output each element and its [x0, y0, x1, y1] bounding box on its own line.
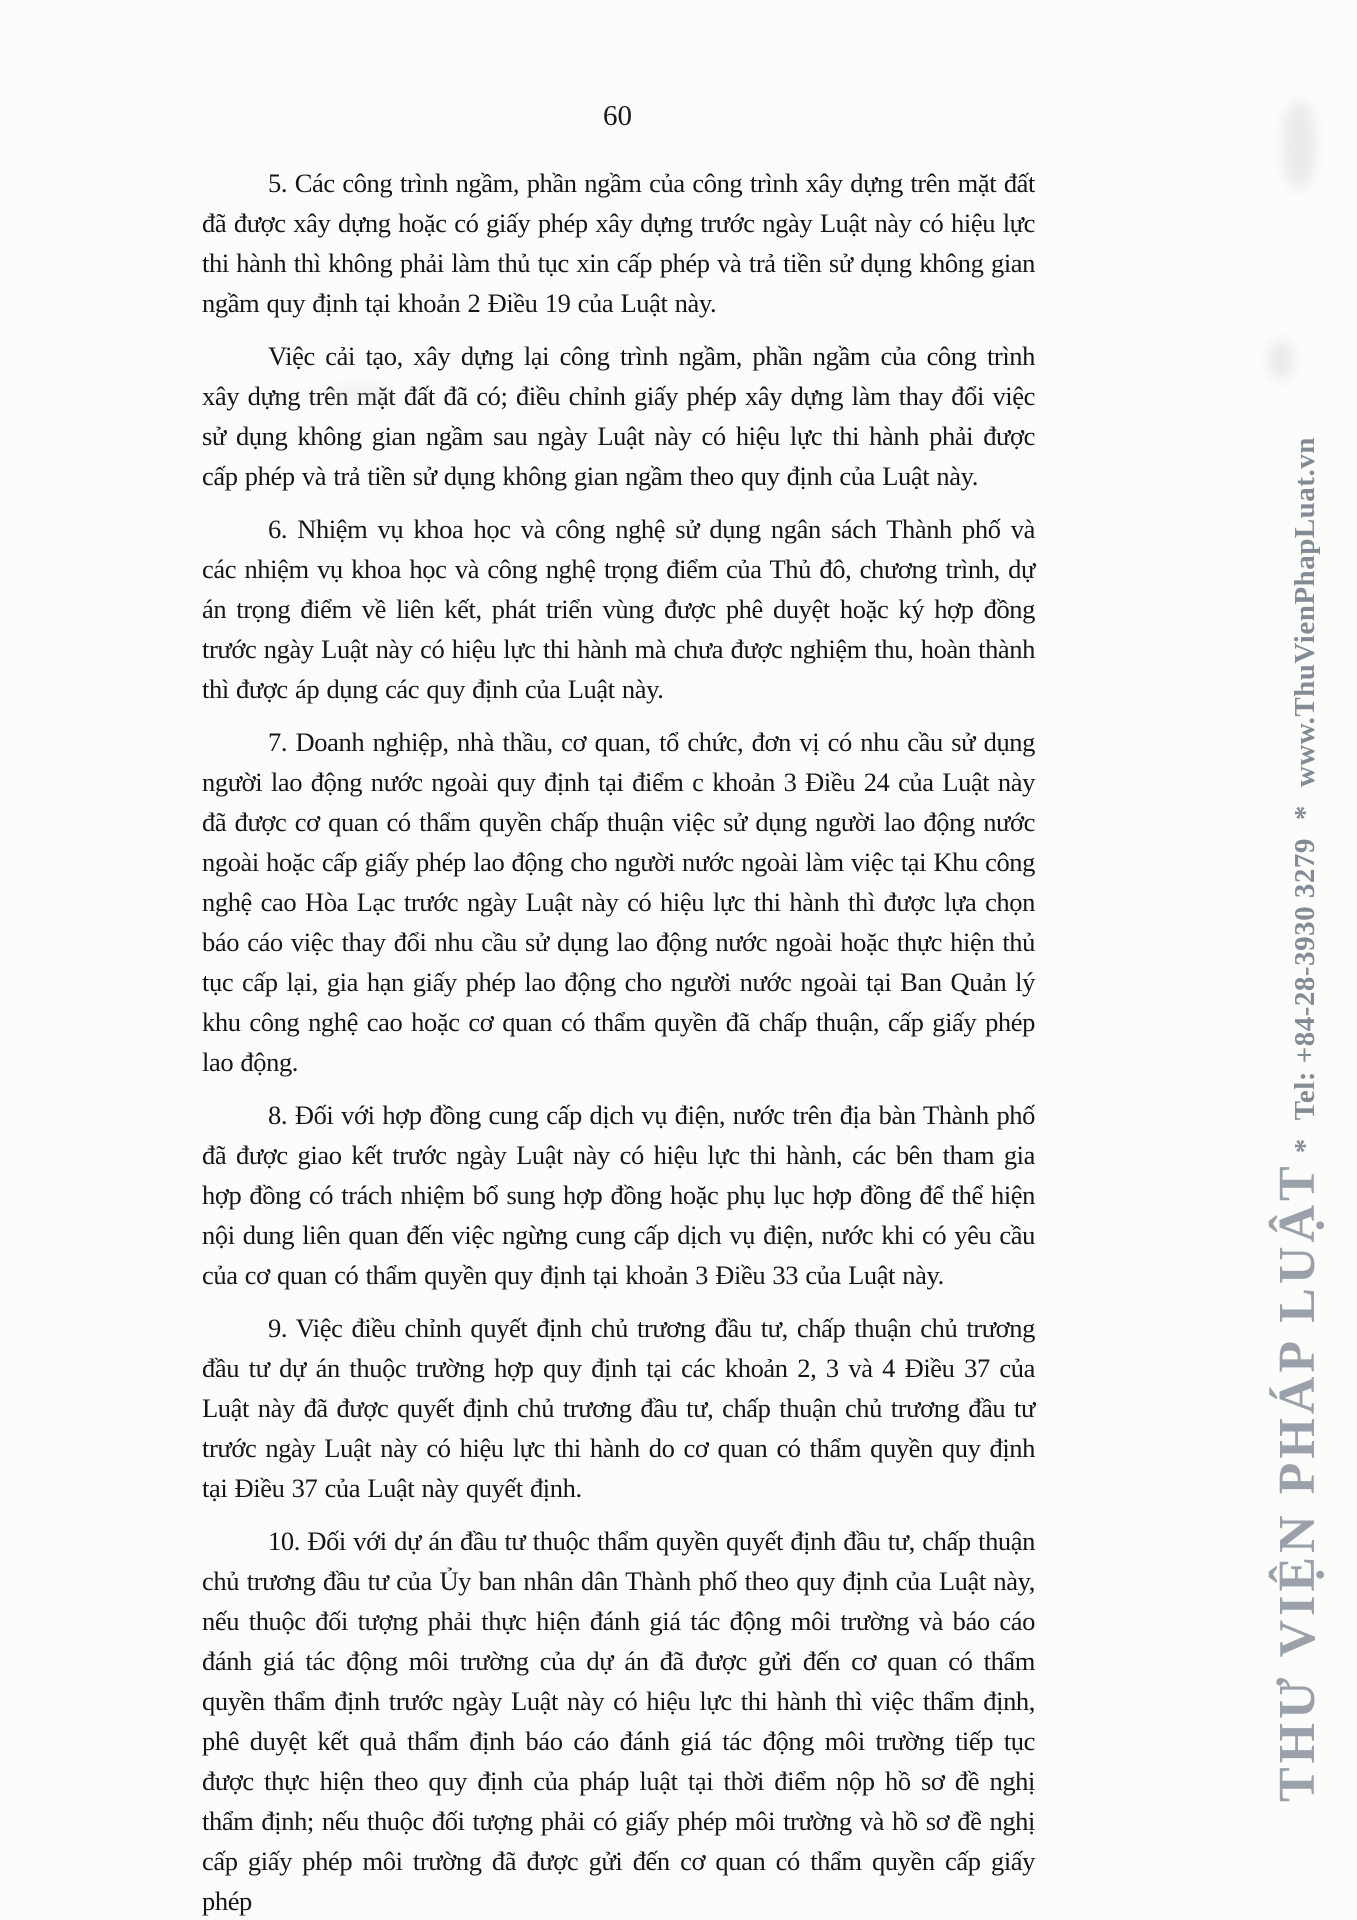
paragraph-clause-5-continued: Việc cải tạo, xây dựng lại công trình ngầm, phần ngầm của công trình xây dựng trên mặt đất đã có; điều chỉnh giấy phép xây dựng làm thay đổi việc sử dụng không gian ngầm sau ngày Luật này có hiệu lực thi hành phải được cấp phép và trả tiền sử dụng không gian ngầm theo quy định của Luật này.: [202, 341, 1035, 491]
paragraph-clause-9: 9. Việc điều chỉnh quyết định chủ trương đầu tư, chấp thuận chủ trương đầu tư dự án thuộc trường hợp quy định tại các khoản 2, 3 và 4 Điều 37 của Luật này đã được quyết định chủ trương đầu tư, chấp thuận chủ trương đầu tư trước ngày Luật này có hiệu lực thi hành do cơ quan có thẩm quyền quy định tại Điều 37 của Luật này quyết định.: [202, 1313, 1035, 1503]
watermark: [1268, 428, 1327, 1802]
page-content: [202, 163, 1035, 1920]
paragraph-clause-10: 10. Đối với dự án đầu tư thuộc thẩm quyền quyết định đầu tư, chấp thuận chủ trương đầu tư của Ủy ban nhân dân Thành phố theo quy định của Luật này, nếu thuộc đối tượng phải thực hiện đánh giá tác động môi trường và báo cáo đánh giá tác động môi trường của dự án đã được gửi đến cơ quan có thẩm quyền thẩm định trước ngày Luật này có hiệu lực thi hành thì việc thẩm định, phê duyệt kết quả thẩm định báo cáo đánh giá tác động môi trường tiếp tục được thực hiện theo quy định của pháp luật tại thời điểm nộp hồ sơ đề nghị thẩm định; nếu thuộc đối tượng phải có giấy phép môi trường và hồ sơ đề nghị cấp giấy phép môi trường đã được gửi đến cơ quan có thẩm quyền cấp giấy phép: [202, 1526, 1035, 1916]
paragraph-clause-8: 8. Đối với hợp đồng cung cấp dịch vụ điện, nước trên địa bàn Thành phố đã được giao kết trước ngày Luật này có hiệu lực thi hành, các bên tham gia hợp đồng có trách nhiệm bổ sung hợp đồng hoặc phụ lục hợp đồng để thể hiện nội dung liên quan đến việc ngừng cung cấp dịch vụ điện, nước khi có yêu cầu của cơ quan có thẩm quyền quy định tại khoản 3 Điều 33 của Luật này.: [202, 1100, 1035, 1290]
paragraph-clause-6: 6. Nhiệm vụ khoa học và công nghệ sử dụng ngân sách Thành phố và các nhiệm vụ khoa học và công nghệ trọng điểm của Thủ đô, chương trình, dự án trọng điểm về liên kết, phát triển vùng được phê duyệt hoặc ký hợp đồng trước ngày Luật này có hiệu lực thi hành mà chưa được nghiệm thu, hoàn thành thì được áp dụng các quy định của Luật này.: [202, 514, 1035, 704]
watermark-contact: [1289, 428, 1321, 1162]
scan-artifact: [1268, 340, 1294, 380]
watermark-separator-icon: *: [1289, 1138, 1321, 1154]
paragraph-clause-5: 5. Các công trình ngầm, phần ngầm của công trình xây dựng trên mặt đất đã được xây dựng hoặc có giấy phép xây dựng trước ngày Luật này có hiệu lực thi hành thì không phải làm thủ tục xin cấp phép và trả tiền sử dụng không gian ngầm quy định tại khoản 2 Điều 19 của Luật này.: [202, 168, 1035, 318]
watermark-separator-icon: *: [1289, 805, 1321, 821]
watermark-telephone: Tel: +84-28-3930 3279: [1289, 838, 1321, 1121]
scan-artifact: [1282, 100, 1316, 190]
paragraph-clause-7: 7. Doanh nghiệp, nhà thầu, cơ quan, tổ chức, đơn vị có nhu cầu sử dụng người lao động nước ngoài quy định tại điểm c khoản 3 Điều 24 của Luật này đã được cơ quan có thẩm quyền chấp thuận việc sử dụng người lao động nước ngoài hoặc cấp giấy phép lao động cho người nước ngoài làm việc tại Khu công nghệ cao Hòa Lạc trước ngày Luật này có hiệu lực thi hành thì được lựa chọn báo cáo việc thay đổi nhu cầu sử dụng lao động nước ngoài hoặc thực hiện thủ tục cấp lại, gia hạn giấy phép lao động cho người nước ngoài tại Ban Quản lý khu công nghệ cao hoặc cơ quan có thẩm quyền đã chấp thuận, cấp giấy phép lao động.: [202, 727, 1035, 1077]
watermark-website: www.ThuVienPhapLuat.vn: [1289, 437, 1321, 788]
page-number: 60: [603, 100, 632, 132]
scan-artifact: [330, 385, 390, 401]
watermark-brand-text: THƯ VIỆN PHÁP LUẬT: [1269, 1162, 1326, 1802]
